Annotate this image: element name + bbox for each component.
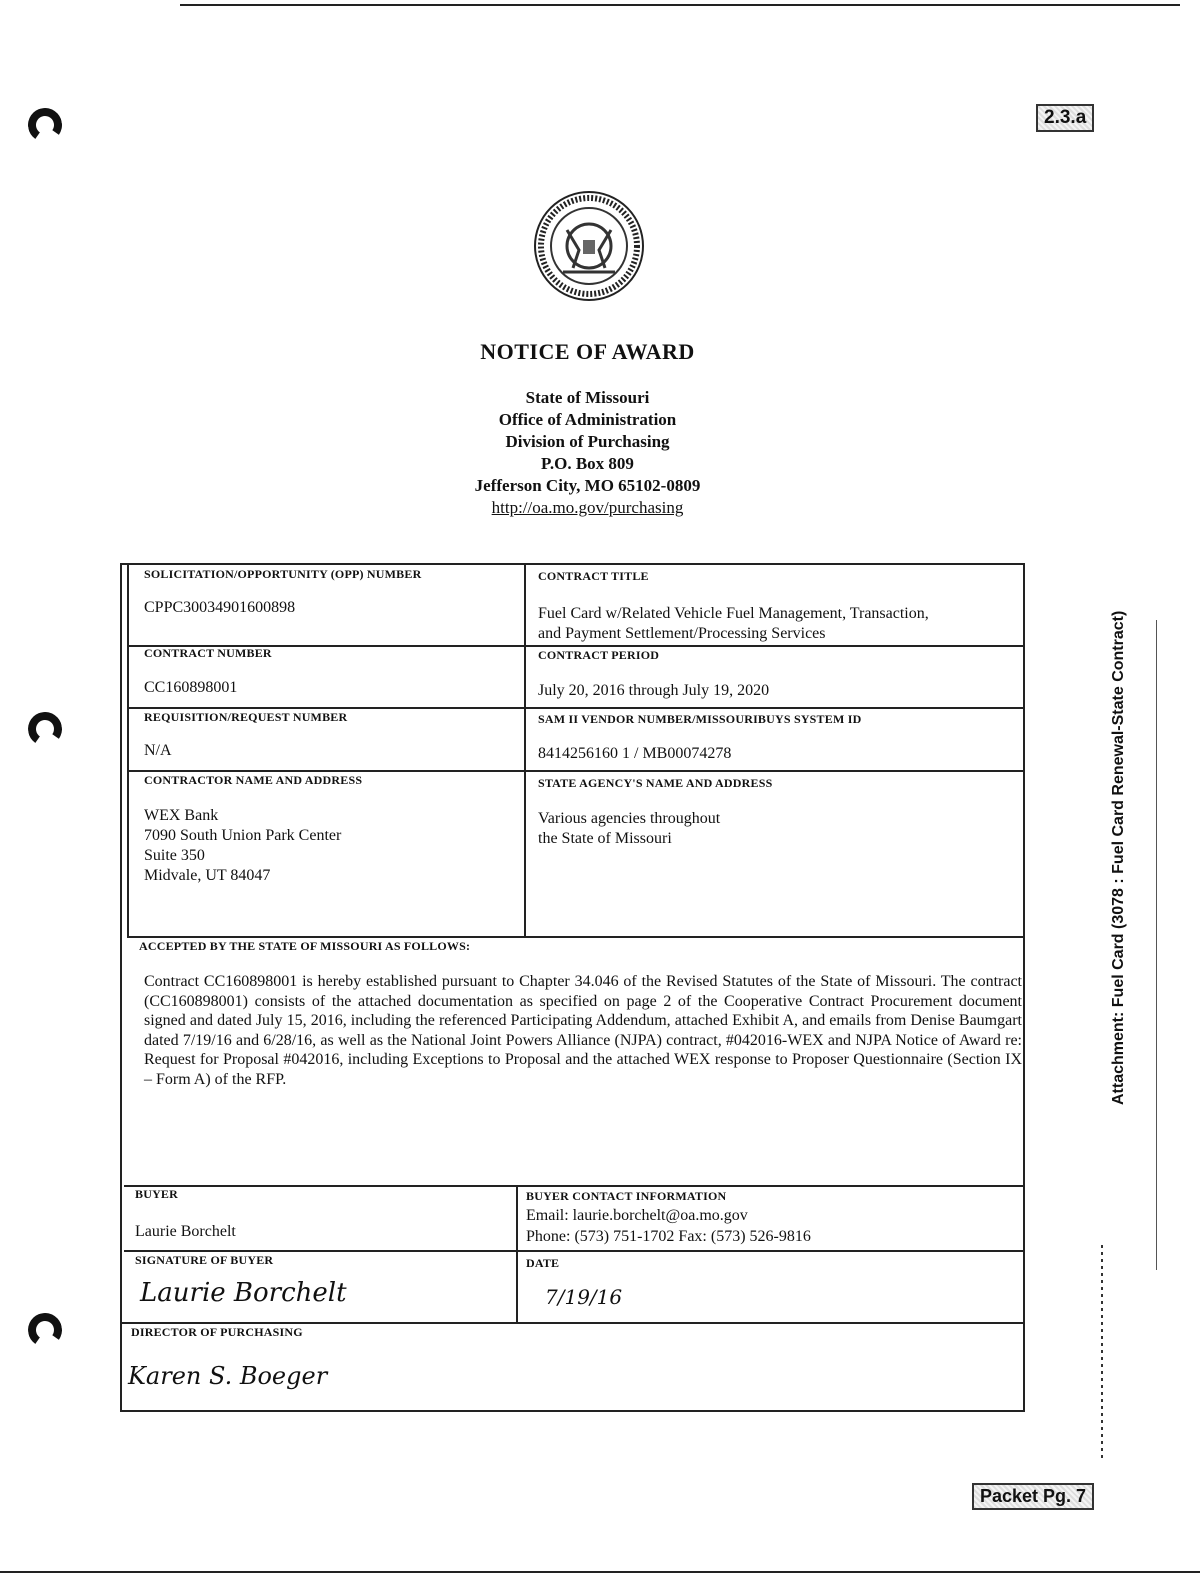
- punch-hole-icon: [25, 709, 64, 748]
- contract-title-line: and Payment Settlement/Processing Services: [538, 625, 826, 642]
- contract-number-value: CC160898001: [144, 679, 238, 696]
- scan-right-dots: [1101, 1245, 1103, 1460]
- solicitation-value: CPPC30034901600898: [144, 599, 296, 616]
- requisition-value: N/A: [144, 742, 172, 759]
- agency-label: STATE AGENCY'S NAME AND ADDRESS: [538, 776, 773, 790]
- contract-title-label: CONTRACT TITLE: [538, 569, 649, 583]
- vendor-label: SAM II VENDOR NUMBER/MISSOURIBUYS SYSTEM ID: [538, 712, 862, 726]
- contract-period-value: July 20, 2016 through July 19, 2020: [538, 682, 770, 699]
- contract-title-line: Fuel Card w/Related Vehicle Fuel Management, Transaction,: [538, 605, 929, 622]
- row-divider: [127, 770, 1025, 772]
- contract-number-label: CONTRACT NUMBER: [144, 646, 272, 660]
- director-signature: Karen S. Boeger: [128, 1362, 328, 1390]
- page-title: NOTICE OF AWARD: [480, 339, 695, 364]
- buyer-value: Laurie Borchelt: [135, 1223, 236, 1240]
- contractor-line: Midvale, UT 84047: [144, 867, 271, 884]
- scan-top-line: [180, 4, 1180, 6]
- punch-hole-icon: [25, 105, 64, 144]
- scan-right-edge: [1156, 620, 1157, 1270]
- row-divider: [127, 707, 1025, 709]
- buyer-contact-label: BUYER CONTACT INFORMATION: [526, 1189, 727, 1203]
- contractor-address: [144, 806, 341, 886]
- address-line: P.O. Box 809: [541, 454, 634, 473]
- issuer-address: [0, 387, 1175, 519]
- row-divider: [127, 936, 1025, 938]
- address-line: State of Missouri: [525, 388, 650, 407]
- page-tag: 2.3.a: [1036, 104, 1094, 132]
- packet-page-tag: Packet Pg. 7: [972, 1483, 1094, 1510]
- buyer-phone: Phone: (573) 751-1702 Fax: (573) 526-9816: [526, 1228, 811, 1245]
- contractor-label: CONTRACTOR NAME AND ADDRESS: [144, 773, 363, 787]
- address-line: Office of Administration: [498, 410, 677, 429]
- side-attachment-text: Attachment: Fuel Card (3078 : Fuel Card Renewal-State Contract): [1110, 610, 1127, 1105]
- address-line: Division of Purchasing: [505, 432, 670, 451]
- contractor-line: 7090 South Union Park Center: [144, 827, 342, 844]
- buyer-signature: Laurie Borchelt: [140, 1278, 347, 1308]
- accepted-label: ACCEPTED BY THE STATE OF MISSOURI AS FOLLOWS:: [139, 939, 471, 953]
- vendor-value: 8414256160 1 / MB00074278: [538, 745, 732, 762]
- requisition-label: REQUISITION/REQUEST NUMBER: [144, 710, 348, 724]
- row-divider: [122, 1322, 1024, 1324]
- agency-line: Various agencies throughout: [538, 810, 721, 827]
- buyer-label: BUYER: [135, 1187, 179, 1201]
- signature-label: SIGNATURE OF BUYER: [135, 1253, 274, 1267]
- contractor-line: Suite 350: [144, 847, 205, 864]
- agency-address: [538, 809, 720, 849]
- accepted-text: Contract CC160898001 is hereby established pursuant to Chapter 34.046 of the Revised Statutes of the State of Missouri. The contract (CC160898001) consists of the attached documentation as specified on page 2 of the Cooperative Contract Procurement document signed and dated July 15, 2016, including the referenced Participating Addendum, attached Exhibit A, and emails from Denise Baumgart dated 7/19/16 and 6/28/16, as well as the National Joint Powers Alliance (NJPA) contract, #042016-WEX and NJPA Notice of Award re: Request for Proposal #042016, including Exceptions to Proposal and the attached WEX response to Proposer Questionnaire (Section IX – Form A) of the RFP.: [144, 973, 1022, 1088]
- punch-hole-icon: [25, 1310, 64, 1349]
- agency-line: the State of Missouri: [538, 830, 672, 847]
- solicitation-label: SOLICITATION/OPPORTUNITY (OPP) NUMBER: [144, 567, 422, 581]
- state-seal-icon: [533, 190, 645, 302]
- date-value: 7/19/16: [545, 1285, 623, 1309]
- column-divider: [516, 1185, 518, 1323]
- purchasing-link[interactable]: http://oa.mo.gov/purchasing: [491, 498, 684, 517]
- date-label: DATE: [526, 1256, 560, 1270]
- column-divider: [127, 563, 129, 938]
- row-divider: [124, 1185, 1024, 1187]
- buyer-email: Email: laurie.borchelt@oa.mo.gov: [526, 1207, 748, 1224]
- address-line: Jefferson City, MO 65102-0809: [474, 476, 701, 495]
- row-divider: [124, 1250, 1024, 1252]
- contract-period-label: CONTRACT PERIOD: [538, 648, 660, 662]
- director-label: DIRECTOR OF PURCHASING: [131, 1325, 303, 1339]
- contractor-line: WEX Bank: [144, 807, 219, 824]
- column-divider: [524, 563, 526, 938]
